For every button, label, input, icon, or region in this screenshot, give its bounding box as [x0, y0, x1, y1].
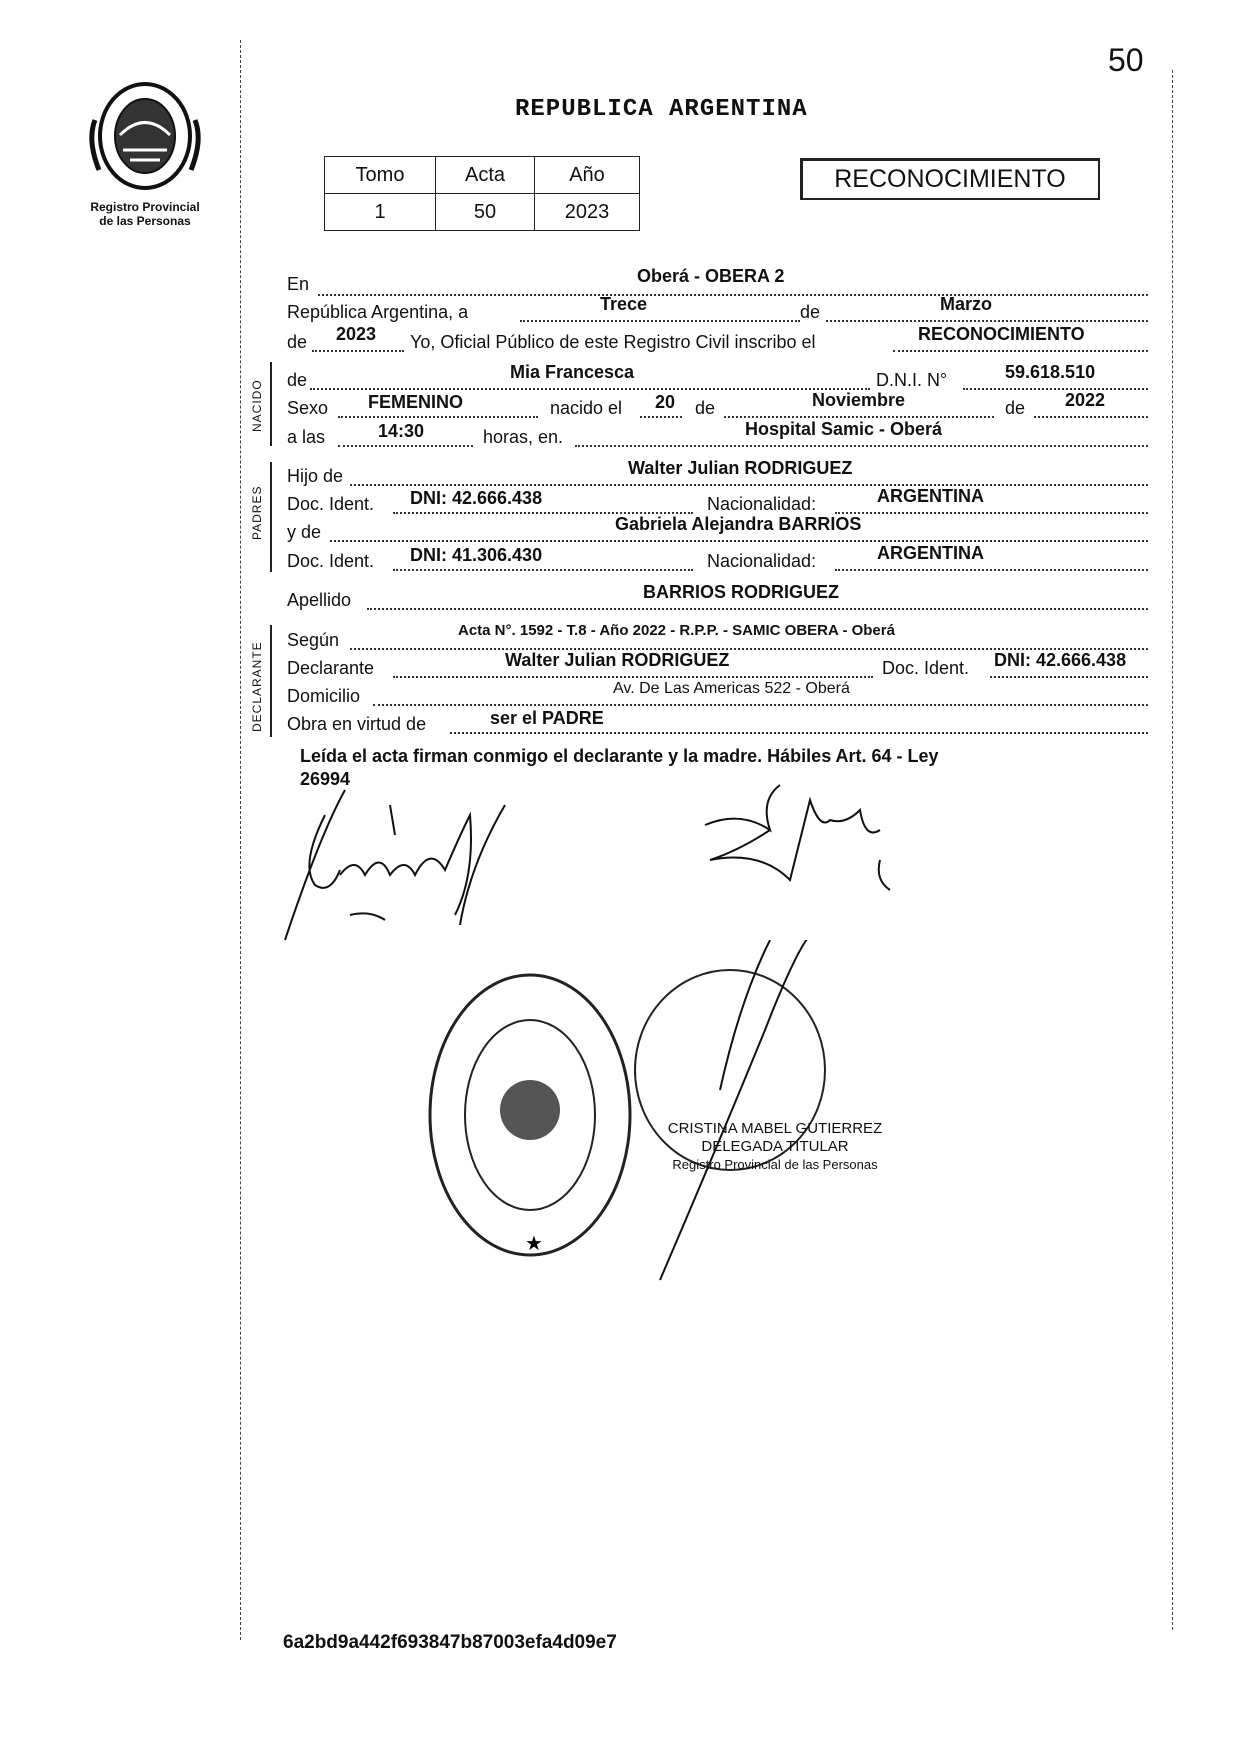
document-hash: 6a2bd9a442f693847b87003efa4d09e7: [283, 1632, 617, 1653]
obra-value: ser el PADRE: [490, 708, 604, 728]
dotted-line: [338, 416, 538, 418]
logo-caption: Registro Provincial de las Personas: [90, 200, 200, 228]
place-value: Oberá - OBERA 2: [637, 266, 785, 286]
mother-name-value: Gabriela Alejandra BARRIOS: [615, 514, 862, 534]
declarante-bracket: [270, 625, 272, 737]
acta-header: Acta: [436, 157, 535, 194]
dotted-line: [835, 512, 1148, 514]
child-dni-value: 59.618.510: [1005, 362, 1096, 382]
obra-label: Obra en virtud de: [287, 714, 427, 734]
dotted-line: [393, 676, 873, 678]
inscribe-value: RECONOCIMIENTO: [918, 324, 1085, 344]
birth-year-value: 2022: [1065, 390, 1106, 410]
dotted-line: [835, 569, 1148, 571]
birth-place-value: Hospital Samic - Oberá: [745, 419, 943, 439]
dotted-line: [990, 676, 1148, 678]
birth-day-value: 20: [655, 392, 676, 412]
act-type-box: RECONOCIMIENTO: [800, 158, 1100, 200]
dotted-line: [1034, 416, 1148, 418]
dotted-line: [520, 320, 800, 322]
father-nationality-value: ARGENTINA: [877, 486, 984, 506]
dni-label: D.N.I. N°: [876, 370, 948, 390]
dotted-line: [367, 608, 1148, 610]
padres-side-label: PADRES: [250, 485, 264, 540]
segun-value: Acta N°. 1592 - T.8 - Año 2022 - R.P.P. - SAMIC OBERA - Oberá: [458, 622, 895, 639]
official-seal-stamp: [420, 940, 890, 1290]
anio-header: Año: [535, 157, 640, 194]
padres-bracket: [270, 462, 272, 572]
dotted-line: [318, 294, 1148, 296]
dotted-line: [350, 484, 1148, 486]
official-stamp-text: [655, 1120, 895, 1174]
horas-label: horas, en.: [483, 427, 564, 447]
nac2-label: Nacionalidad:: [707, 551, 817, 571]
segun-label: Según: [287, 630, 340, 650]
domicilio-label: Domicilio: [287, 686, 361, 706]
dotted-line: [640, 416, 682, 418]
right-margin-line: [1172, 70, 1173, 1630]
dotted-line: [724, 416, 994, 418]
declarant-name-value: Walter Julian RODRIGUEZ: [505, 650, 730, 670]
yde-label: y de: [287, 522, 322, 542]
svg-text:★: ★: [525, 1233, 543, 1255]
dotted-line: [373, 704, 1148, 706]
apellido-label: Apellido: [287, 590, 352, 610]
year-value: 2023: [336, 324, 377, 344]
declarant-signature: [270, 775, 530, 950]
birth-month-value: Noviembre: [812, 390, 906, 410]
birth-time-value: 14:30: [378, 421, 425, 441]
nac-label: Nacionalidad:: [707, 494, 817, 514]
child-name-value: Mia Francesca: [510, 362, 635, 382]
mother-signature: [700, 780, 910, 910]
dotted-line: [450, 732, 1148, 734]
doc-label: Doc. Ident.: [287, 494, 375, 514]
address-value: Av. De Las Americas 522 - Oberá: [613, 680, 850, 697]
nacido-side-label: NACIDO: [250, 379, 264, 432]
official-office: Registro Provincial de las Personas: [672, 1157, 878, 1172]
anio-value: 2023: [535, 194, 640, 231]
nacido-bracket: [270, 362, 272, 446]
declarante-side-label: DECLARANTE: [250, 641, 264, 732]
left-margin-line: [240, 40, 241, 1640]
de4-label: de: [1005, 398, 1026, 418]
dotted-line: [312, 350, 404, 352]
sexo-label: Sexo: [287, 398, 329, 418]
sexo-value: FEMENINO: [368, 392, 464, 412]
de2-label: de: [287, 332, 308, 352]
mother-doc-value: DNI: 41.306.430: [410, 545, 543, 565]
hijo-label: Hijo de: [287, 466, 344, 486]
dotted-line: [893, 350, 1148, 352]
dotted-line: [963, 388, 1148, 390]
page-number: 50: [1108, 42, 1144, 78]
surname-value: BARRIOS RODRIGUEZ: [643, 582, 840, 602]
nacido-label: nacido el: [550, 398, 623, 418]
official-name: CRISTINA MABEL GUTIERREZ: [667, 1120, 883, 1137]
declarant-doc-value: DNI: 42.666.438: [994, 650, 1127, 670]
father-name-value: Walter Julian RODRIGUEZ: [628, 458, 853, 478]
dotted-line: [338, 445, 473, 447]
de-label: de: [800, 302, 821, 322]
nombre-label: de: [287, 370, 308, 390]
closing-statement: Leída el acta firman conmigo el declarante y la madre. Hábiles Art. 64 - Ley 26994: [300, 746, 939, 789]
de3-label: de: [695, 398, 716, 418]
dotted-line: [330, 540, 1148, 542]
tomo-value: 1: [325, 194, 436, 231]
tomo-header: Tomo: [325, 157, 436, 194]
dotted-line: [575, 445, 1148, 447]
doc2-label: Doc. Ident.: [287, 551, 375, 571]
mother-nationality-value: ARGENTINA: [877, 543, 984, 563]
declarante-label: Declarante: [287, 658, 375, 678]
dotted-line: [393, 569, 693, 571]
day-value: Trece: [600, 294, 648, 314]
rep-label: República Argentina, a: [287, 302, 469, 322]
en-label: En: [287, 274, 310, 294]
official-position: DELEGADA TITULAR: [701, 1138, 849, 1155]
decl-doc-label: Doc. Ident.: [882, 658, 970, 678]
document-title: REPUBLICA ARGENTINA: [515, 96, 808, 123]
dotted-line: [826, 320, 1148, 322]
alas-label: a las: [287, 427, 326, 447]
registry-table: [324, 156, 640, 231]
father-doc-value: DNI: 42.666.438: [410, 488, 543, 508]
province-seal-logo: [85, 80, 215, 200]
dotted-line: [310, 388, 870, 390]
oficial-text: Yo, Oficial Público de este Registro Civil inscribo el: [410, 332, 816, 352]
acta-value: 50: [436, 194, 535, 231]
month-value: Marzo: [940, 294, 993, 314]
